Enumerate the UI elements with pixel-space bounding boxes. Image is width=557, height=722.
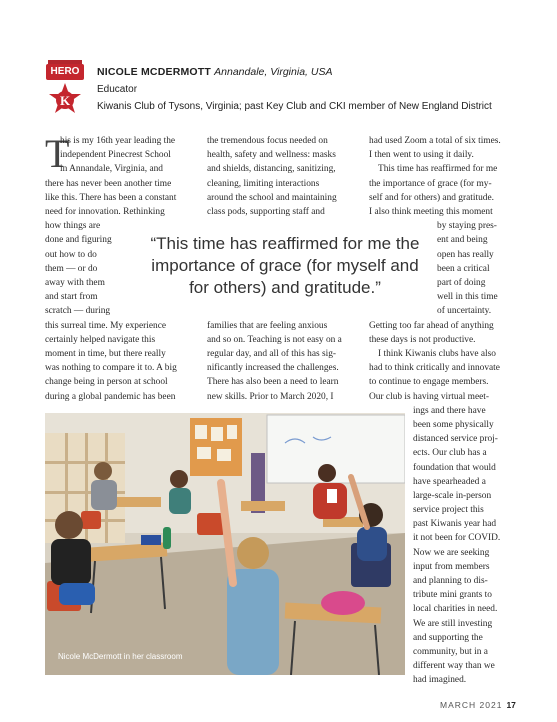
photo-caption: Nicole McDermott in her classroom <box>58 652 183 661</box>
author-line <box>97 66 332 78</box>
col3-beside-photo: ings and there have been some physically distanced service proj- ects. Our club has a foundation that would have spearheaded a large-scale in-person service project this past Kiwanis year had it not been for COVID. Now we are seeking input from members and planning to dis- tribute mini grants to local charities in need. We are still investing and supporting the community, but in a different way than we had imagined. <box>413 405 501 686</box>
page-number: 17 <box>506 700 516 710</box>
drop-cap: T <box>45 131 70 176</box>
kiwanis-star-icon <box>48 82 82 118</box>
badge-initial: K <box>59 93 71 108</box>
col1-narrow: how things are done and figuring out how to do them — or do away with them and start from scratch — during <box>45 221 112 317</box>
pull-quote: “This time has reaffirmed for me the importance of grace (for myself and for others) and gratitude.” <box>150 234 420 297</box>
page-footer <box>440 700 516 710</box>
author-club: Kiwanis Club of Tysons, Virginia; past Key Club and CKI member of New England District <box>97 101 492 112</box>
col2-bottom: families that are feeling anxious and so on. Teaching is not easy on a regular day, and all of this has sig- nificantly increased the challenges. There has also been a need to learn new skills. Prior to March 2020, I <box>207 320 342 402</box>
col2-top: the tremendous focus needed on health, safety and wellness: masks and shields, distancing, sanitizing, cleaning, limiting interactions around the school and maintaining class pods, supporting staff and <box>207 136 337 217</box>
col1-bottom: this surreal time. My experience certainly helped navigate this moment in time, but there really was nothing to compare it to. A big change being in person at school during a global pandemic has been <box>45 320 177 402</box>
author-role: Educator <box>97 84 138 95</box>
col1-top: his is my 16th year leading the independent Pinecrest School in Annandale, Virginia, and <box>60 136 176 175</box>
col3-mid: Getting too far ahead of anything these days is not productive. I think Kiwanis clubs have also had to think critically and innovate to continue to engage members. Our club is having virtual meet- <box>369 320 500 402</box>
hero-badge: HERO <box>46 64 84 80</box>
classroom-illustration <box>45 413 405 675</box>
issue-date: MARCH 2021 <box>440 700 503 710</box>
col3-narrow: by staying pres- ent and being open has really been a critical part of doing well in this time of uncertainty. <box>437 221 498 317</box>
col3-top: had used Zoom a total of six times. I then went to using it daily. This time has reaffirmed for me the importance of grace (for my- self and for others) and gratitude. I also think meeting this moment <box>369 136 501 217</box>
classroom-photo <box>45 413 405 675</box>
col1-mid: there has never been another time like this. There has been a constant need for innovation. Rethinking <box>45 178 177 217</box>
author-name: NICOLE MCDERMOTT <box>97 66 212 78</box>
author-location: Annandale, Virginia, USA <box>214 66 333 78</box>
